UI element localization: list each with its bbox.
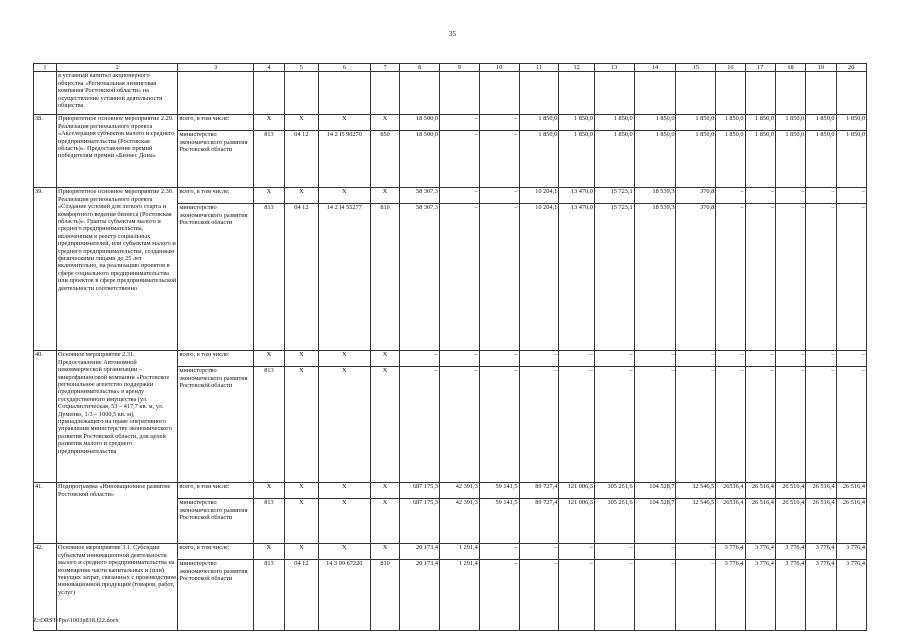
empty-cell-col-4: [253, 72, 284, 115]
amount-ministry-col-8: 687 175,3: [400, 499, 440, 544]
amount-total-col-13: –: [594, 351, 634, 367]
activity-name-cell: в уставный капитал акционерного общества «Региональная лизинговая компания Ростовской области» на осуществление уставной деятельности общества: [57, 72, 178, 115]
executor-total: всего, в том числе:: [178, 483, 253, 499]
budget-code-c7: X: [370, 115, 399, 131]
amount-ministry-col-12: 13 470,0: [559, 204, 595, 351]
amount-total-col-9: –: [440, 115, 480, 131]
amount-total-col-17: 3 776,4: [745, 544, 775, 560]
amount-total-col-14: –: [634, 351, 676, 367]
column-number-14: 14: [634, 64, 676, 72]
empty-cell-col-13: [594, 72, 634, 115]
amount-ministry-col-8: 20 173,4: [400, 560, 440, 631]
budget-code-c4: X: [253, 483, 284, 499]
amount-total-col-18: 3 776,4: [775, 544, 805, 560]
table-row: [34, 544, 867, 560]
budget-code-c7: 850: [370, 131, 399, 188]
column-number-8: 8: [400, 64, 440, 72]
amount-ministry-col-13: 105 251,6: [594, 499, 634, 544]
amount-ministry-col-19: –: [806, 367, 836, 483]
column-number-2: 2: [57, 64, 178, 72]
amount-ministry-col-14: –: [634, 367, 676, 483]
empty-cell-col-5: [285, 72, 318, 115]
budget-code-c6: 14 2 I4 55277: [318, 204, 370, 351]
activity-name: Приоритетное основное мероприятие 2.30. Реализация регионального проекта «Создание условий для легкого старта и комфортного ведения бизнеса (Ростовская область)». Гранты субъектам малого и среднего предпринимательства, включенным в реестр социальных предпринимателей, или субъектам малого и среднего предпринимательства, созданным физическими лицами до 25 лет включительно, на реализацию проектов в сфере социального предпринимательства или проектов в сфере предпринимательской деятельности соответственно: [57, 188, 178, 351]
amount-ministry-col-13: 1 850,0: [594, 131, 634, 188]
amount-ministry-col-17: –: [745, 204, 775, 351]
budget-code-c5: X: [285, 367, 318, 483]
budget-code-c4: X: [253, 188, 284, 204]
amount-total-col-11: 10 204,1: [519, 188, 559, 204]
column-number-7: 7: [370, 64, 399, 72]
budget-code-c5: 04 12: [285, 560, 318, 631]
amount-total-col-13: 15 723,1: [594, 188, 634, 204]
amount-ministry-col-9: –: [440, 367, 480, 483]
empty-cell-col-19: [806, 72, 836, 115]
budget-code-c6: X: [318, 188, 370, 204]
row-number: 41.: [34, 483, 57, 544]
amount-total-col-20: 26 516,4: [836, 483, 866, 499]
column-number-20: 20: [836, 64, 866, 72]
column-number-12: 12: [559, 64, 595, 72]
column-number-4: 4: [253, 64, 284, 72]
budget-code-c6: X: [318, 483, 370, 499]
budget-code-c5: X: [285, 483, 318, 499]
budget-code-c5: X: [285, 499, 318, 544]
amount-ministry-col-16: –: [716, 204, 745, 351]
empty-cell-col-6: [318, 72, 370, 115]
empty-cell-col-10: [479, 72, 519, 115]
empty-cell-col-7: [370, 72, 399, 115]
amount-total-col-12: 1 850,0: [559, 115, 595, 131]
amount-ministry-col-16: 1 850,0: [716, 131, 745, 188]
amount-ministry-col-18: 3 776,4: [775, 560, 805, 631]
budget-code-c5: X: [285, 188, 318, 204]
amount-ministry-col-9: 42 391,3: [440, 499, 480, 544]
amount-ministry-col-18: 1 850,0: [775, 131, 805, 188]
amount-ministry-col-10: 59 141,5: [479, 499, 519, 544]
amount-ministry-col-13: –: [594, 560, 634, 631]
amount-total-col-17: –: [745, 351, 775, 367]
budget-code-c7: X: [370, 499, 399, 544]
executor-ministry: министерство экономического развития Ростовской области: [178, 367, 253, 483]
amount-ministry-col-18: –: [775, 367, 805, 483]
budget-code-c7: X: [370, 544, 399, 560]
amount-ministry-col-10: –: [479, 560, 519, 631]
budget-code-c4: 813: [253, 367, 284, 483]
budget-code-c6: 14 2 I5 90270: [318, 131, 370, 188]
amount-ministry-col-20: 3 776,4: [836, 560, 866, 631]
amount-total-col-10: –: [479, 115, 519, 131]
column-number-11: 11: [519, 64, 559, 72]
amount-total-col-16: –: [716, 351, 745, 367]
row-number: 38.: [34, 115, 57, 188]
column-number-6: 6: [318, 64, 370, 72]
budget-code-c4: X: [253, 115, 284, 131]
amount-total-col-8: 687 175,3: [400, 483, 440, 499]
budget-code-c5: X: [285, 351, 318, 367]
amount-ministry-col-11: 10 204,1: [519, 204, 559, 351]
budget-code-c6: X: [318, 115, 370, 131]
amount-total-col-19: 26 516,4: [806, 483, 836, 499]
row-number: 42.: [34, 544, 57, 631]
budget-code-c6: X: [318, 367, 370, 483]
amount-ministry-col-20: –: [836, 204, 866, 351]
column-number-15: 15: [676, 64, 716, 72]
amount-ministry-col-19: 26 516,4: [806, 499, 836, 544]
empty-cell-col-15: [676, 72, 716, 115]
amount-total-col-11: 1 850,0: [519, 115, 559, 131]
amount-ministry-col-8: –: [400, 367, 440, 483]
amount-total-col-19: –: [806, 351, 836, 367]
activity-name: Подпрограмма «Инновационное развитие Ростовской области»: [57, 483, 178, 544]
amount-ministry-col-9: 1 291,4: [440, 560, 480, 631]
amount-total-col-10: –: [479, 544, 519, 560]
amount-ministry-col-14: 104 528,7: [634, 499, 676, 544]
amount-total-col-12: –: [559, 351, 595, 367]
amount-total-col-15: 370,8: [676, 188, 716, 204]
budget-code-c7: X: [370, 188, 399, 204]
amount-ministry-col-12: –: [559, 560, 595, 631]
column-number-13: 13: [594, 64, 634, 72]
amount-ministry-col-9: –: [440, 204, 480, 351]
executor-total: всего, в том числе:: [178, 188, 253, 204]
amount-total-col-10: –: [479, 351, 519, 367]
amount-ministry-col-11: 1 850,0: [519, 131, 559, 188]
empty-cell-col-17: [745, 72, 775, 115]
executor-ministry: министерство экономического развития Ростовской области: [178, 204, 253, 351]
amount-ministry-col-18: 26 516,4: [775, 499, 805, 544]
row-number: 39.: [34, 188, 57, 351]
activity-name: Приоритетное основное мероприятие 2.29. Реализация регионального проекта «Акселерация субъектов малого и среднего предпринимательства (Ростовская область)». Предоставление премий победителям премии «Бизнес Дона»: [57, 115, 178, 188]
column-number-19: 19: [806, 64, 836, 72]
amount-ministry-col-20: 26 516,4: [836, 499, 866, 544]
amount-ministry-col-19: 1 850,0: [806, 131, 836, 188]
amount-total-col-16: 26516,4: [716, 483, 745, 499]
amount-total-col-19: 3 776,4: [806, 544, 836, 560]
budget-code-c7: X: [370, 367, 399, 483]
table-row: [34, 483, 867, 499]
amount-total-col-12: 121 006,3: [559, 483, 595, 499]
amount-total-col-11: –: [519, 544, 559, 560]
amount-total-col-17: –: [745, 188, 775, 204]
amount-total-col-20: –: [836, 188, 866, 204]
budget-code-c5: 04 12: [285, 131, 318, 188]
activity-name: Основное мероприятие 3.1. Субсидии субъектам инновационной деятельности малого и среднего предпринимательства на возмещение части капитальных и (или) текущих затрат, связанных с производством инновационной продукции (товаров, работ, услуг): [57, 544, 178, 631]
amount-total-col-19: 1 850,0: [806, 115, 836, 131]
budget-code-c6: 14 3 00 67220: [318, 560, 370, 631]
amount-total-col-16: 3 776,4: [716, 544, 745, 560]
amount-total-col-13: 105 251,6: [594, 483, 634, 499]
empty-cell-col-20: [836, 72, 866, 115]
amount-ministry-col-12: 121 006,3: [559, 499, 595, 544]
budget-code-c7: 810: [370, 204, 399, 351]
amount-total-col-20: –: [836, 351, 866, 367]
budget-code-c4: X: [253, 351, 284, 367]
amount-total-col-15: –: [676, 544, 716, 560]
amount-total-col-20: 1 850,0: [836, 115, 866, 131]
amount-total-col-18: 1 850,0: [775, 115, 805, 131]
amount-total-col-19: –: [806, 188, 836, 204]
row-number-cell: [34, 72, 57, 115]
amount-ministry-col-15: 1 850,0: [676, 131, 716, 188]
column-number-18: 18: [775, 64, 805, 72]
column-number-5: 5: [285, 64, 318, 72]
column-number-1: 1: [34, 64, 57, 72]
empty-cell-col-16: [716, 72, 745, 115]
document-file-path: Z:\ORST\Ppo\1003p818.f22.docx: [33, 617, 119, 624]
amount-total-col-11: –: [519, 351, 559, 367]
column-number-9: 9: [440, 64, 480, 72]
executor-total: всего, в том числе:: [178, 115, 253, 131]
amount-ministry-col-16: 3 776,4: [716, 560, 745, 631]
amount-ministry-col-14: –: [634, 560, 676, 631]
amount-ministry-col-11: –: [519, 560, 559, 631]
amount-total-col-10: –: [479, 188, 519, 204]
column-number-10: 10: [479, 64, 519, 72]
amount-total-col-8: –: [400, 351, 440, 367]
amount-ministry-col-9: –: [440, 131, 480, 188]
empty-cell-col-12: [559, 72, 595, 115]
amount-ministry-col-11: –: [519, 367, 559, 483]
amount-total-col-17: 1 850,0: [745, 115, 775, 131]
budget-code-c7: X: [370, 351, 399, 367]
amount-total-col-18: –: [775, 351, 805, 367]
amount-total-col-14: –: [634, 544, 676, 560]
amount-total-col-8: 18 500,0: [400, 115, 440, 131]
amount-total-col-14: 104 528,7: [634, 483, 676, 499]
empty-cell-col-9: [440, 72, 480, 115]
column-number-17: 17: [745, 64, 775, 72]
amount-total-col-16: –: [716, 188, 745, 204]
amount-ministry-col-14: 1 850,0: [634, 131, 676, 188]
amount-ministry-col-16: 26516,4: [716, 499, 745, 544]
amount-ministry-col-13: 15 723,1: [594, 204, 634, 351]
budget-code-c4: 813: [253, 131, 284, 188]
amount-ministry-col-15: –: [676, 367, 716, 483]
page-number: 35: [449, 30, 456, 38]
empty-cell-col-3: [178, 72, 253, 115]
amount-total-col-20: 3 776,4: [836, 544, 866, 560]
amount-total-col-18: 26 516,4: [775, 483, 805, 499]
executor-ministry: министерство экономического развития Ростовской области: [178, 560, 253, 631]
budget-code-c7: 810: [370, 560, 399, 631]
amount-total-col-10: 59 141,5: [479, 483, 519, 499]
amount-ministry-col-11: 89 727,4: [519, 499, 559, 544]
executor-ministry: министерство экономического развития Ростовской области: [178, 131, 253, 188]
amount-total-col-11: 89 727,4: [519, 483, 559, 499]
budget-code-c6: X: [318, 499, 370, 544]
amount-ministry-col-10: –: [479, 131, 519, 188]
amount-total-col-9: –: [440, 188, 480, 204]
amount-ministry-col-18: –: [775, 204, 805, 351]
amount-ministry-col-17: –: [745, 367, 775, 483]
column-number-row: [34, 64, 867, 72]
amount-ministry-col-8: 18 500,0: [400, 131, 440, 188]
amount-total-col-12: 13 470,0: [559, 188, 595, 204]
amount-total-col-12: –: [559, 544, 595, 560]
amount-total-col-13: –: [594, 544, 634, 560]
amount-ministry-col-10: –: [479, 204, 519, 351]
budget-code-c5: X: [285, 544, 318, 560]
budget-table: [33, 63, 867, 631]
table-row: [34, 351, 867, 367]
amount-ministry-col-12: –: [559, 367, 595, 483]
amount-total-col-15: 1 850,0: [676, 115, 716, 131]
amount-ministry-col-16: –: [716, 367, 745, 483]
amount-ministry-col-17: 1 850,0: [745, 131, 775, 188]
amount-ministry-col-12: 1 850,0: [559, 131, 595, 188]
row-number: 40.: [34, 351, 57, 483]
column-number-3: 3: [178, 64, 253, 72]
amount-ministry-col-19: 3 776,4: [806, 560, 836, 631]
continuation-row: [34, 72, 867, 115]
amount-ministry-col-13: –: [594, 367, 634, 483]
amount-ministry-col-15: 370,8: [676, 204, 716, 351]
amount-ministry-col-19: –: [806, 204, 836, 351]
amount-ministry-col-20: 1 850,0: [836, 131, 866, 188]
budget-code-c6: X: [318, 544, 370, 560]
amount-ministry-col-17: 3 776,4: [745, 560, 775, 631]
amount-total-col-15: 32 546,5: [676, 483, 716, 499]
table-row: [34, 188, 867, 204]
amount-total-col-8: 58 307,3: [400, 188, 440, 204]
amount-total-col-9: 1 291,4: [440, 544, 480, 560]
amount-ministry-col-10: –: [479, 367, 519, 483]
amount-total-col-9: 42 391,3: [440, 483, 480, 499]
budget-code-c5: X: [285, 115, 318, 131]
amount-ministry-col-14: 18 539,3: [634, 204, 676, 351]
budget-code-c4: 813: [253, 499, 284, 544]
budget-code-c7: X: [370, 483, 399, 499]
empty-cell-col-8: [400, 72, 440, 115]
amount-total-col-9: –: [440, 351, 480, 367]
amount-ministry-col-20: –: [836, 367, 866, 483]
empty-cell-col-11: [519, 72, 559, 115]
amount-total-col-14: 18 539,3: [634, 188, 676, 204]
executor-total: всего, в том числе:: [178, 351, 253, 367]
amount-total-col-13: 1 850,0: [594, 115, 634, 131]
activity-name: Основное мероприятие 2.31. Предоставление Автономной некоммерческой организации – микрофинансовой компании «Ростовское региональное агентство поддержки предпринимательства» в аренду государственного имущества (ул. Социалистическая, 53 – 417,7 кв. м, ул. Думенко, 1/3 – 1000,5 кв. м), принадлежащего на праве оперативного управления министерству экономического развития Ростовской области, для целей развития малого и среднего предпринимательства: [57, 351, 178, 483]
amount-ministry-col-15: –: [676, 560, 716, 631]
budget-code-c5: 04 12: [285, 204, 318, 351]
amount-total-col-18: –: [775, 188, 805, 204]
budget-code-c4: 813: [253, 560, 284, 631]
column-number-16: 16: [716, 64, 745, 72]
amount-total-col-14: 1 850,0: [634, 115, 676, 131]
amount-total-col-17: 26 516,4: [745, 483, 775, 499]
budget-code-c4: 813: [253, 204, 284, 351]
budget-code-c4: X: [253, 544, 284, 560]
table-row: [34, 115, 867, 131]
amount-ministry-col-15: 32 546,5: [676, 499, 716, 544]
empty-cell-col-14: [634, 72, 676, 115]
executor-ministry: министерство экономического развития Ростовской области: [178, 499, 253, 544]
amount-total-col-8: 20 173,4: [400, 544, 440, 560]
amount-total-col-16: 1 850,0: [716, 115, 745, 131]
amount-total-col-15: –: [676, 351, 716, 367]
executor-total: всего, в том числе:: [178, 544, 253, 560]
empty-cell-col-18: [775, 72, 805, 115]
budget-code-c6: X: [318, 351, 370, 367]
amount-ministry-col-17: 26 516,4: [745, 499, 775, 544]
amount-ministry-col-8: 58 307,3: [400, 204, 440, 351]
